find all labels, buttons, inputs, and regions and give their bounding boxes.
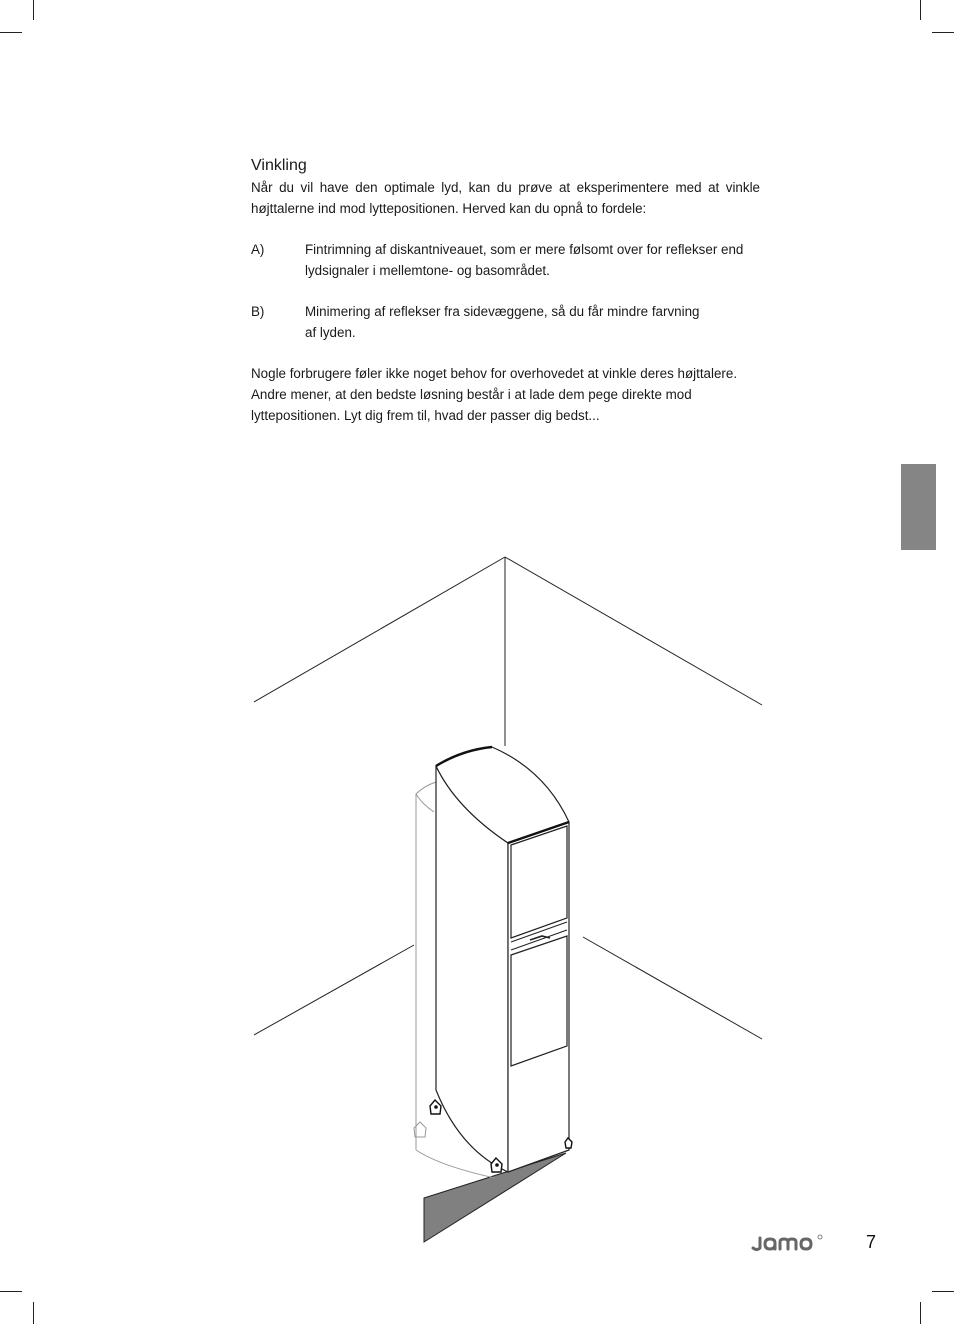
closing-paragraph: Nogle forbrugere føler ikke noget behov for overhovedet at vinkle deres højttalere. Andre mener, at den bedste løsning består i at lade dem pege direkte mod lyttepositionen. Lyt dig frem til, hvad der passer dig bedst... xyxy=(251,366,738,423)
crop-mark-top-left-v xyxy=(33,0,34,20)
list-item-b xyxy=(251,301,760,343)
crop-mark-bottom-left-h xyxy=(0,1291,22,1292)
section-content xyxy=(251,156,760,426)
crop-mark-top-right-v xyxy=(920,0,921,20)
list-item-line: Minimering af reflekser fra sidevæggene, så du får mindre farvning xyxy=(305,304,700,319)
jamo-logo xyxy=(749,1232,829,1254)
crop-mark-top-left-h xyxy=(0,32,22,33)
list-item-line: Fintrimning af diskantniveauet, som er mere følsomt over for reflekser end xyxy=(305,242,744,257)
crop-mark-bottom-right-v xyxy=(920,1302,921,1324)
list-item-line: af lyden. xyxy=(305,325,356,340)
section-tab xyxy=(901,464,936,550)
speaker-angling-illustration xyxy=(245,548,775,1248)
list-item-text xyxy=(305,301,760,343)
list-item-label: B) xyxy=(251,304,265,319)
list-item-text xyxy=(305,239,760,281)
page-number: 7 xyxy=(866,1232,877,1252)
crop-mark-bottom-left-v xyxy=(33,1302,34,1324)
list-item-line: lydsignaler i mellemtone- og basområdet. xyxy=(305,263,550,278)
crop-mark-top-right-h xyxy=(932,32,954,33)
section-title: Vinkling xyxy=(251,157,307,174)
intro-paragraph: Når du vil have den optimale lyd, kan du prøve at eksperimentere med at vinkle højttalerne ind mod lyttepositionen. Herved kan du opnå to fordele: xyxy=(251,180,760,216)
list-item-a xyxy=(251,239,760,281)
crop-mark-bottom-right-h xyxy=(932,1291,954,1292)
list-item-label: A) xyxy=(251,242,265,257)
